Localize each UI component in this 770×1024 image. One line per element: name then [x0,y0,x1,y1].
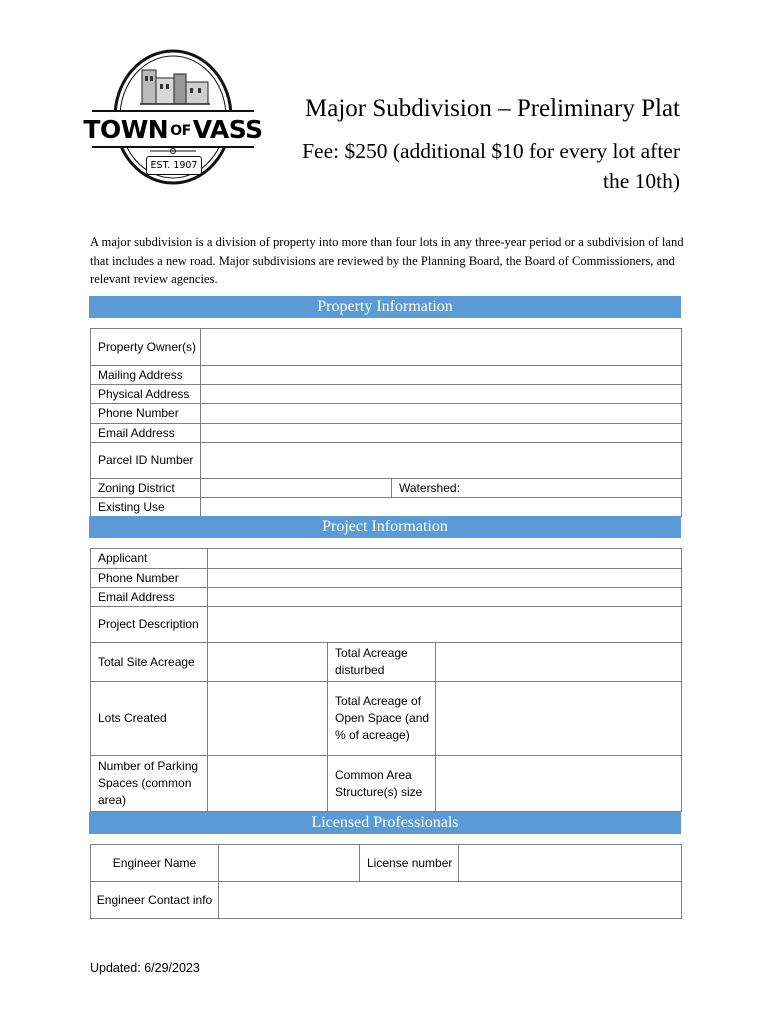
licensed-professionals-heading: Licensed Professionals [89,812,681,834]
licensed-professionals-table [90,844,682,919]
applicant-field[interactable] [208,549,682,569]
table-row [91,366,682,385]
applicant-label: Applicant [91,549,208,569]
table-row [91,643,682,682]
table-row [91,756,682,812]
logo-town-text: TOWN [83,114,169,144]
table-row [91,329,682,366]
intro-paragraph: A major subdivision is a division of property into more than four lots in any three-year period or a subdivision of land that includes a new road. Major subdivisions are reviewed by the Planning Board, the Board of Commissioners, and relevant review agencies. [90,235,684,286]
town-name-band [83,110,263,148]
property-owners-label: Property Owner(s) [91,329,201,366]
fee-line-1: Fee: $250 (additional $10 for every lot after [302,139,680,163]
mailing-address-label: Mailing Address [91,366,201,385]
table-row [91,682,682,756]
table-row [91,607,682,643]
table-row [91,588,682,607]
lots-created-label: Lots Created [91,682,208,756]
property-phone-label: Phone Number [91,404,201,424]
table-row [91,569,682,588]
project-email-field[interactable] [208,588,682,607]
fee-line-2: the 10th) [602,169,680,193]
lots-created-field[interactable] [208,682,328,756]
project-information-heading: Project Information [89,516,681,538]
project-description-label: Project Description [91,607,208,643]
existing-use-label: Existing Use [91,498,201,517]
common-area-structure-label: Common Area Structure(s) size [328,756,436,812]
physical-address-field[interactable] [201,385,682,404]
engineer-contact-field[interactable] [219,882,682,919]
license-number-field[interactable] [459,845,682,882]
property-phone-field[interactable] [201,404,682,424]
open-space-label: Total Acreage of Open Space (and % of acreage) [328,682,436,756]
watershed-field[interactable]: Watershed: [392,479,682,498]
common-area-structure-field[interactable] [436,756,682,812]
table-row [91,404,682,424]
parcel-id-label: Parcel ID Number [91,443,201,479]
parking-spaces-field[interactable] [208,756,328,812]
table-row [91,479,682,498]
table-row [91,424,682,443]
table-row [91,549,682,569]
town-logo [83,48,263,188]
property-information-heading: Property Information [89,296,681,318]
engineer-name-label: Engineer Name [91,845,219,882]
property-owners-field[interactable] [201,329,682,366]
project-email-label: Email Address [91,588,208,607]
total-site-acreage-field[interactable] [208,643,328,682]
engineer-contact-label: Engineer Contact info [91,882,219,919]
form-title: Major Subdivision – Preliminary Plat [305,95,680,122]
logo-vass-text: VASS [192,114,263,144]
engineer-name-field[interactable] [219,845,360,882]
total-site-acreage-label: Total Site Acreage [91,643,208,682]
zoning-district-field[interactable] [201,479,392,498]
mailing-address-field[interactable] [201,366,682,385]
updated-date: Updated: 6/29/2023 [90,961,200,975]
license-number-label: License number [360,845,459,882]
open-space-field[interactable] [436,682,682,756]
parcel-id-field[interactable] [201,443,682,479]
property-email-label: Email Address [91,424,201,443]
property-information-table [90,328,682,517]
total-acreage-disturbed-field[interactable] [436,643,682,682]
parking-spaces-label: Number of Parking Spaces (common area) [91,756,208,812]
logo-of-text: OF [170,123,191,139]
fee-text [278,136,680,196]
table-row [91,498,682,517]
logo-established-badge: EST. 1907 [146,156,202,175]
table-row [91,845,682,882]
table-row [91,882,682,919]
property-email-field[interactable] [201,424,682,443]
table-row [91,443,682,479]
project-phone-field[interactable] [208,569,682,588]
project-information-table [90,548,682,812]
existing-use-field[interactable] [201,498,682,517]
project-phone-label: Phone Number [91,569,208,588]
physical-address-label: Physical Address [91,385,201,404]
zoning-district-label: Zoning District [91,479,201,498]
table-row [91,385,682,404]
project-description-field[interactable] [208,607,682,643]
total-acreage-disturbed-label: Total Acreage disturbed [328,643,436,682]
